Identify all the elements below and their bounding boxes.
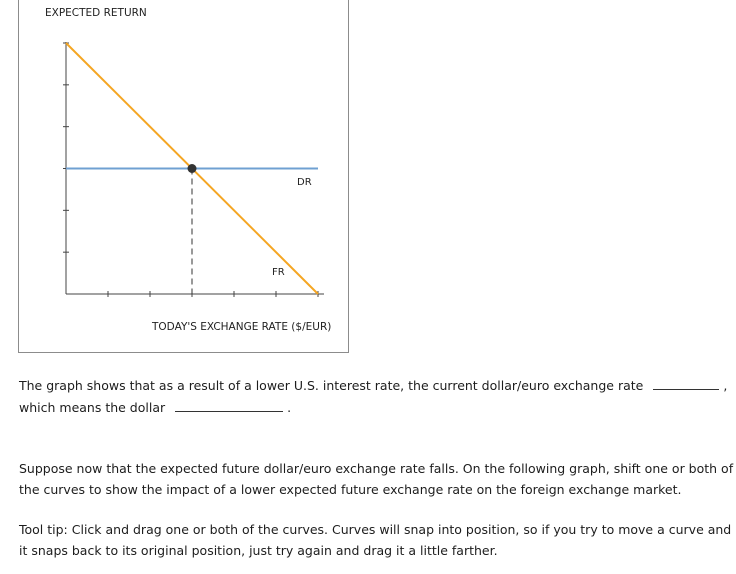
exchange-rate-chart	[19, 0, 350, 354]
x-axis-label: TODAY'S EXCHANGE RATE ($/EUR)	[152, 321, 332, 333]
tool-tip-paragraph: Tool tip: Click and drag one or both of the curves. Curves will snap into position, so if you try to move a curve and it snaps back to its original position, just try again and drag it a little farther.	[19, 522, 732, 558]
instruction-paragraph: Suppose now that the expected future dollar/euro exchange rate falls. On the following graph, shift one or both of the curves to show the impact of a lower expected future exchange rate on the foreign exchange market.	[19, 461, 734, 497]
question-separator: ,	[723, 378, 728, 393]
y-axis-label: EXPECTED RETURN	[45, 7, 147, 19]
question-paragraph-1	[19, 375, 729, 418]
graph-panel	[18, 0, 349, 353]
question-end: .	[287, 399, 292, 415]
question-text-part2: which means the dollar	[19, 399, 166, 415]
dr-label: DR	[297, 177, 312, 188]
fr-label: FR	[272, 267, 285, 278]
dollar-answer-blank[interactable]	[175, 397, 283, 412]
question-text-part1: The graph shows that as a result of a lower U.S. interest rate, the current dollar/euro exchange rate	[19, 378, 644, 393]
equilibrium-point	[188, 164, 197, 173]
exchange-rate-answer-blank[interactable]	[653, 375, 719, 390]
